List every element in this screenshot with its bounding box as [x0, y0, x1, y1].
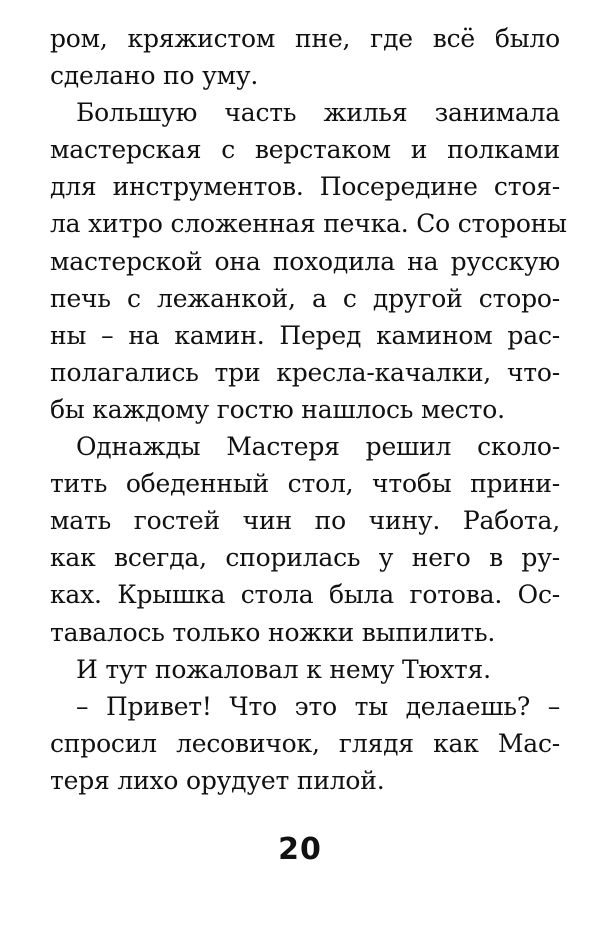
- paragraph-1: [50, 20, 560, 94]
- text-line: тить обеденный стол, чтобы прини-: [50, 469, 560, 499]
- text-line: бы каждому гостю нашлось место.: [50, 394, 505, 424]
- text-line: ром, кряжистом пне, где всё было: [50, 24, 560, 53]
- text-line: полагались три кресла-качалки, что-: [50, 357, 560, 387]
- text-line: для инструментов. Посередине стоя-: [50, 172, 560, 202]
- text-line: Большую часть жилья занимала: [76, 98, 560, 128]
- paragraph-3: [50, 428, 560, 651]
- text-line: печь с лежанкой, а с другой сторо-: [50, 283, 560, 313]
- text-line: ках. Крышка стола была готова. Ос-: [50, 580, 560, 610]
- page-number: 20: [278, 832, 322, 867]
- text-line: ны – на камин. Перед камином рас-: [50, 320, 560, 350]
- text-line: спросил лесовичок, глядя как Мас-: [50, 728, 560, 758]
- text-line: мастерская с верстаком и полками: [50, 135, 560, 165]
- text-line: мать гостей чин по чину. Работа,: [50, 506, 560, 536]
- text-line: ла хитро сложенная печка. Со стороны: [50, 209, 567, 239]
- text-line: как всегда, спорилась у него в ру-: [50, 543, 560, 573]
- text-line: сделано по уму.: [50, 61, 259, 91]
- text-line: И тут пожаловал к нему Тюхтя.: [76, 654, 491, 684]
- text-line: Однажды Мастеря решил сколо-: [76, 432, 560, 462]
- paragraph-2: [50, 94, 567, 428]
- text-line: – Привет! Что это ты делаешь? –: [76, 691, 560, 721]
- text-line: теря лихо орудует пилой.: [50, 765, 385, 795]
- paragraph-4: [50, 651, 560, 688]
- text-line: мастерской она походила на русскую: [50, 246, 560, 276]
- paragraph-5: [50, 688, 560, 799]
- text-line: тавалось только ножки выпилить.: [50, 617, 496, 647]
- body-text: [50, 20, 567, 799]
